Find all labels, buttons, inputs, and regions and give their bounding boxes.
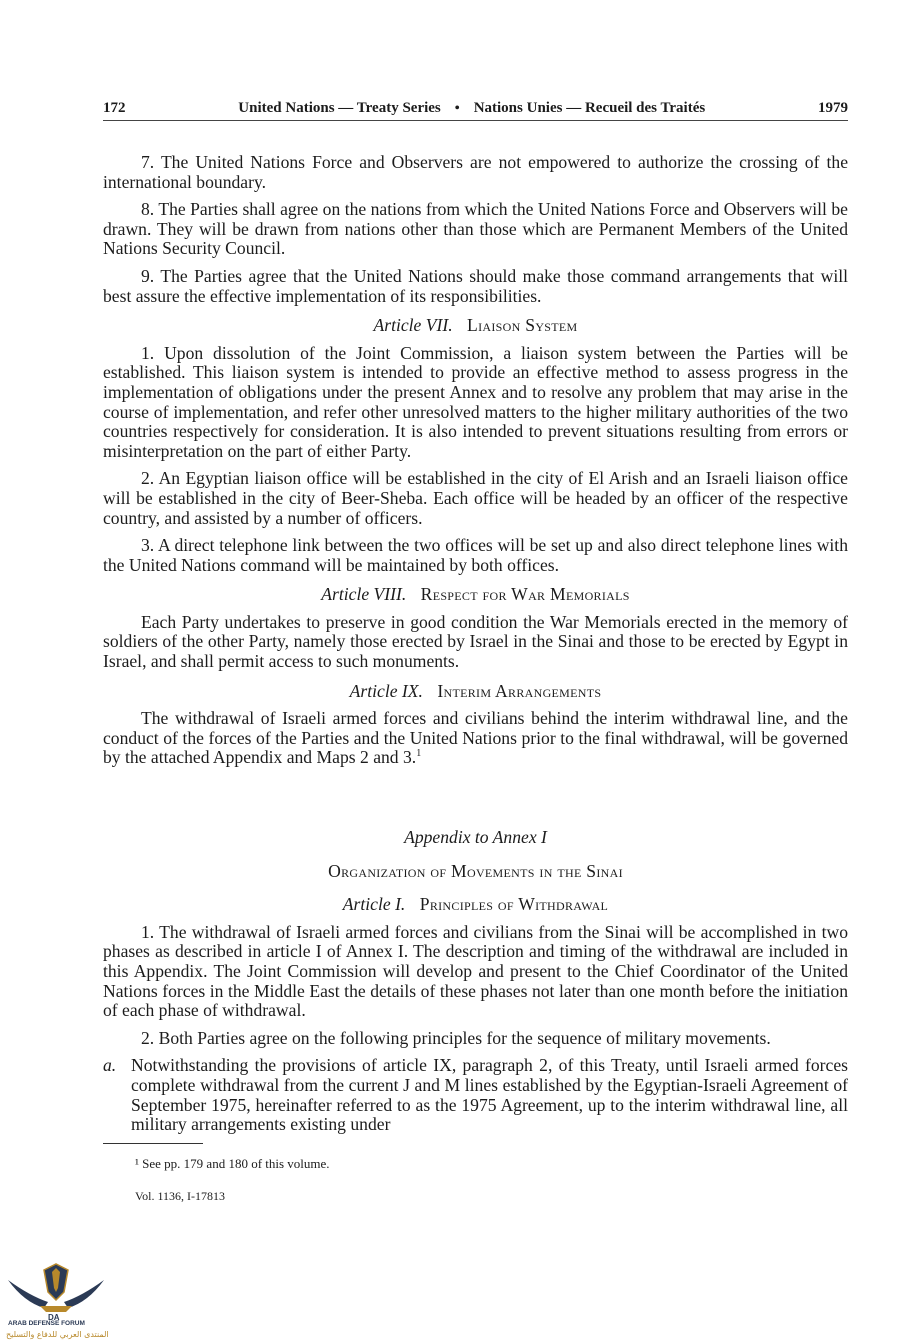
- header-year: 1979: [818, 100, 848, 116]
- paragraph: Each Party undertakes to preserve in good condition the War Memorials erected in the memory of soldiers of the other Party, namely those erected by Israel in the Sinai and those to be erected by Egypt in Israel, and shall permit access to such monuments.: [103, 611, 848, 672]
- paragraph: 1. Upon dissolution of the Joint Commission, a liaison system between the Parties will be established. This liaison system is intended to provide an effective method to assess progress in the implementation of obligations under the present Annex and to resolve any problem that may arise in the course of implementation, and refer other unresolved matters to the higher military authorities of the two countries respectively for consideration. It is also intended to prevent situations resulting from errors or misinterpretation on the part of either Party.: [103, 342, 848, 461]
- running-header: [103, 100, 848, 121]
- logo-english-text: ARAB DEFENSE FORUM: [8, 1320, 85, 1327]
- article-heading: [103, 316, 848, 336]
- series-title: [238, 100, 705, 117]
- footnote-marker[interactable]: 1: [416, 748, 422, 760]
- list-item-label: a.: [103, 1055, 117, 1076]
- article-label: Article IX.: [349, 680, 423, 701]
- list-item: [103, 1056, 848, 1134]
- paragraph: 3. A direct telephone link between the two offices will be set up and also direct telephone lines with the United Nations command will be maintained by both offices.: [103, 535, 848, 575]
- article-heading: [103, 585, 848, 605]
- article-title: Respect for War Memorials: [420, 584, 630, 605]
- bullet-separator: •: [454, 101, 460, 116]
- article-label: Article VIII.: [321, 584, 407, 605]
- article-title: Principles of Withdrawal: [419, 894, 609, 915]
- paragraph: 7. The United Nations Force and Observers are not empowered to authorize the crossing of the international boundary.: [103, 152, 848, 192]
- paragraph: 8. The Parties shall agree on the nations from which the United Nations Force and Observers will be drawn. They will be drawn from nations other than those which are Permanent Members of the United Nations Security Council.: [103, 199, 848, 259]
- logo-arabic-text: المنتدى العربي للدفاع والتسليح: [6, 1330, 109, 1339]
- appendix-title: Appendix to Annex I: [404, 827, 547, 848]
- paragraph: 2. Both Parties agree on the following principles for the sequence of military movements.: [141, 1027, 771, 1048]
- article-heading: [103, 682, 848, 702]
- logo-abbr: DA: [48, 1313, 60, 1322]
- arab-defense-forum-logo: [0, 1262, 112, 1344]
- article-title: Interim Arrangements: [437, 680, 602, 701]
- paragraph: 2. An Egyptian liaison office will be established in the city of El Arish and an Israeli liaison office will be established in the city of Beer-Sheba. Each office will be headed by an officer of the respective country, and assisted by a number of officers.: [103, 468, 848, 528]
- document-body: [103, 153, 848, 1207]
- eagle-emblem-icon: [0, 1262, 112, 1322]
- paragraph: 1. The withdrawal of Israeli armed forces and civilians from the Sinai will be accomplished in two phases as described in article I of Annex I. The description and timing of the withdrawal are included in this Appendix. The Joint Commission will develop and present to the Chief Coordinator of the United Nations forces in the Middle East the details of these phases not later than one month before the initiation of each phase of withdrawal.: [103, 921, 848, 1021]
- footnote-divider: [103, 1143, 203, 1144]
- series-title-english: United Nations — Treaty Series: [238, 100, 441, 116]
- article-heading: [103, 895, 848, 915]
- paragraph-text: The withdrawal of Israeli armed forces and civilians behind the interim withdrawal line, and the conduct of the forces of the Parties and the United Nations prior to the final withdrawal, will be governed by the attached Appendix and Maps 2 and 3.: [103, 708, 848, 768]
- volume-reference: Vol. 1136, I-17813: [135, 1189, 225, 1204]
- series-title-french: Nations Unies — Recueil des Traités: [473, 100, 706, 116]
- paragraph: 9. The Parties agree that the United Nations should make those command arrangements that will best assure the effective implementation of its responsibilities.: [103, 265, 848, 306]
- article-label: Article VII.: [373, 315, 453, 336]
- footnote: ¹ See pp. 179 and 180 of this volume.: [135, 1155, 330, 1171]
- article-title: Liaison System: [467, 315, 578, 336]
- appendix-subtitle: Organization of Movements in the Sinai: [328, 860, 623, 881]
- article-label: Article I.: [342, 894, 406, 915]
- document-page: [103, 100, 848, 1207]
- list-item-text: Notwithstanding the provisions of article IX, paragraph 2, of this Treaty, until Israeli armed forces complete withdrawal from the current J and M lines established by the Egyptian-Israeli Agreement of September 1975, hereinafter referred to as the 1975 Agreement, up to the interim withdrawal line, all military arrangements existing under: [131, 1055, 848, 1135]
- paragraph: [103, 709, 848, 768]
- page-number: 172: [103, 100, 126, 116]
